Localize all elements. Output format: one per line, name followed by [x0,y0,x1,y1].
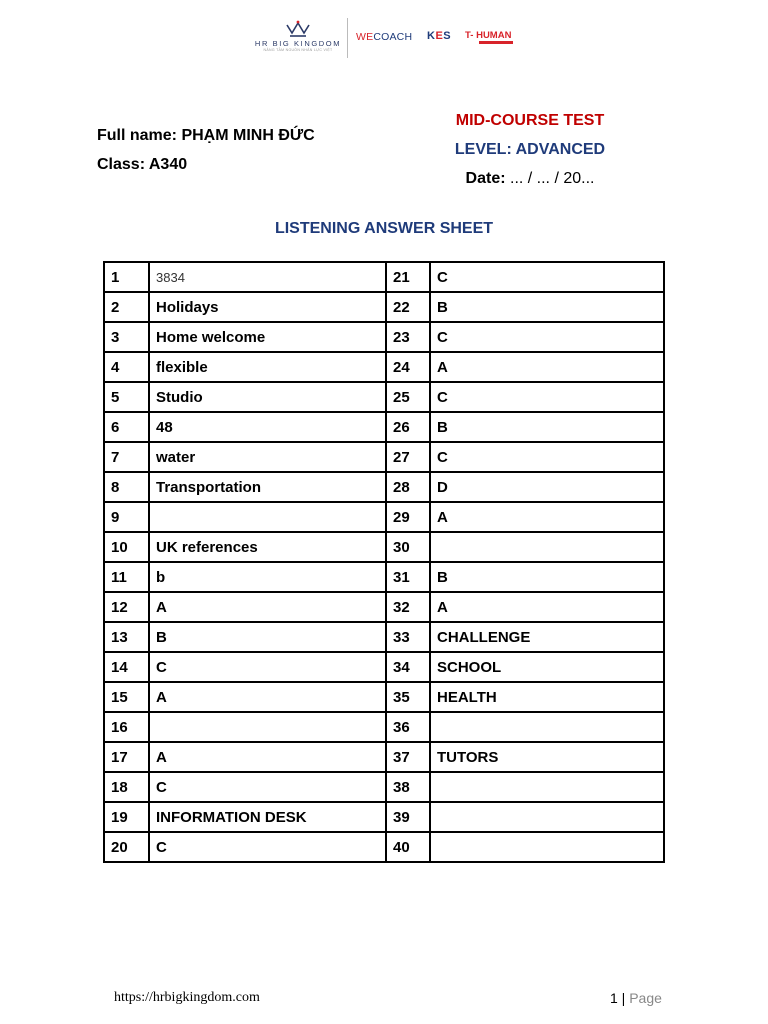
question-number: 22 [386,292,430,322]
question-number: 16 [104,712,149,742]
answer-cell: A [149,742,386,772]
question-number: 13 [104,622,149,652]
answer-cell: A [430,592,664,622]
t-human-text: T- HUMAN [465,30,512,41]
question-number: 10 [104,532,149,562]
answer-cell: A [430,502,664,532]
answer-cell: C [149,652,386,682]
date-value: ... / ... / 20... [505,170,595,187]
hr-logo-name: HR BIG KINGDOM [254,39,342,48]
table-row [104,472,664,502]
answer-cell [430,802,664,832]
t-human-underbar [479,41,513,44]
question-number: 3 [104,322,149,352]
table-row [104,322,664,352]
question-number: 19 [104,802,149,832]
question-number: 4 [104,352,149,382]
question-number: 25 [386,382,430,412]
kes-e: E [435,30,444,42]
kes-k: K [427,30,436,42]
question-number: 40 [386,832,430,862]
table-row [104,802,664,832]
answer-cell: C [430,262,664,292]
answer-cell: C [430,442,664,472]
footer-page-number [610,990,662,1006]
answer-cell: CHALLENGE [430,622,664,652]
question-number: 8 [104,472,149,502]
answer-cell: b [149,562,386,592]
question-number: 33 [386,622,430,652]
answer-cell [430,712,664,742]
level-value: ADVANCED [515,141,606,158]
question-number: 34 [386,652,430,682]
t-human-logo [465,30,513,44]
hr-logo-tagline: NÂNG TẦM NGUỒN NHÂN LỰC VIỆT [263,48,333,52]
table-row [104,832,664,862]
answer-cell: A [430,352,664,382]
answer-cell: 3834 [149,262,386,292]
answer-cell: C [149,772,386,802]
wecoach-we: WE [356,31,374,43]
question-number: 27 [386,442,430,472]
wecoach-coach: COACH [373,31,413,43]
question-number: 9 [104,502,149,532]
table-row [104,502,664,532]
table-row [104,772,664,802]
class-value: A340 [148,156,188,173]
answer-cell: flexible [149,352,386,382]
hr-big-kingdom-logo [252,18,344,62]
answer-cell [430,832,664,862]
wecoach-logo [356,31,412,43]
answer-cell [149,502,386,532]
full-name-value: PHẠM MINH ĐỨC [181,127,315,144]
kes-logo [427,30,451,42]
full-name-label: Full name: [97,127,182,144]
question-number: 36 [386,712,430,742]
question-number: 23 [386,322,430,352]
answer-cell: D [430,472,664,502]
question-number: 18 [104,772,149,802]
answer-cell: B [430,562,664,592]
question-number: 38 [386,772,430,802]
question-number: 29 [386,502,430,532]
answer-cell: C [430,322,664,352]
table-row [104,592,664,622]
class-label: Class: [97,156,149,173]
answer-cell: INFORMATION DESK [149,802,386,832]
question-number: 31 [386,562,430,592]
question-number: 14 [104,652,149,682]
answer-table-body [104,262,664,862]
answer-cell: Home welcome [149,322,386,352]
question-number: 2 [104,292,149,322]
answer-cell [430,532,664,562]
page-number: 1 [610,990,618,1006]
question-number: 21 [386,262,430,292]
answer-cell: A [149,592,386,622]
question-number: 17 [104,742,149,772]
table-row [104,442,664,472]
answer-cell: Holidays [149,292,386,322]
question-number: 28 [386,472,430,502]
logo-divider [347,18,348,58]
answer-cell: SCHOOL [430,652,664,682]
table-row [104,652,664,682]
table-row [104,532,664,562]
answer-cell: HEALTH [430,682,664,712]
answer-cell: 48 [149,412,386,442]
table-row [104,622,664,652]
answer-cell: C [149,832,386,862]
page-label: Page [629,990,662,1006]
level-line [430,141,630,159]
page-separator: | [617,990,630,1006]
answer-table [103,261,665,863]
date-line [430,170,630,188]
question-number: 7 [104,442,149,472]
question-number: 39 [386,802,430,832]
date-label: Date: [465,170,506,187]
full-name-line [97,127,315,145]
table-row [104,352,664,382]
answer-cell [430,772,664,802]
answer-cell [149,712,386,742]
table-row [104,682,664,712]
table-row [104,262,664,292]
footer-url[interactable]: https://hrbigkingdom.com [114,990,260,1005]
answer-cell: B [430,412,664,442]
table-row [104,742,664,772]
table-row [104,412,664,442]
answer-cell: Studio [149,382,386,412]
answer-cell: TUTORS [430,742,664,772]
question-number: 5 [104,382,149,412]
question-number: 12 [104,592,149,622]
table-row [104,382,664,412]
question-number: 24 [386,352,430,382]
question-number: 11 [104,562,149,592]
header-logos [252,18,522,62]
class-line [97,156,187,174]
answer-cell: C [430,382,664,412]
answer-sheet-title: LISTENING ANSWER SHEET [274,220,494,237]
answer-cell: Transportation [149,472,386,502]
question-number: 35 [386,682,430,712]
question-number: 37 [386,742,430,772]
crown-icon [285,20,311,38]
kes-s: S [443,30,452,42]
table-row [104,712,664,742]
table-row [104,292,664,322]
question-number: 15 [104,682,149,712]
answer-cell: UK references [149,532,386,562]
question-number: 1 [104,262,149,292]
answer-cell: water [149,442,386,472]
table-row [104,562,664,592]
test-title: MID-COURSE TEST [455,112,605,129]
answer-cell: B [149,622,386,652]
level-label: LEVEL: [454,141,516,158]
question-number: 30 [386,532,430,562]
answer-cell: B [430,292,664,322]
question-number: 26 [386,412,430,442]
question-number: 20 [104,832,149,862]
question-number: 6 [104,412,149,442]
question-number: 32 [386,592,430,622]
answer-cell: A [149,682,386,712]
